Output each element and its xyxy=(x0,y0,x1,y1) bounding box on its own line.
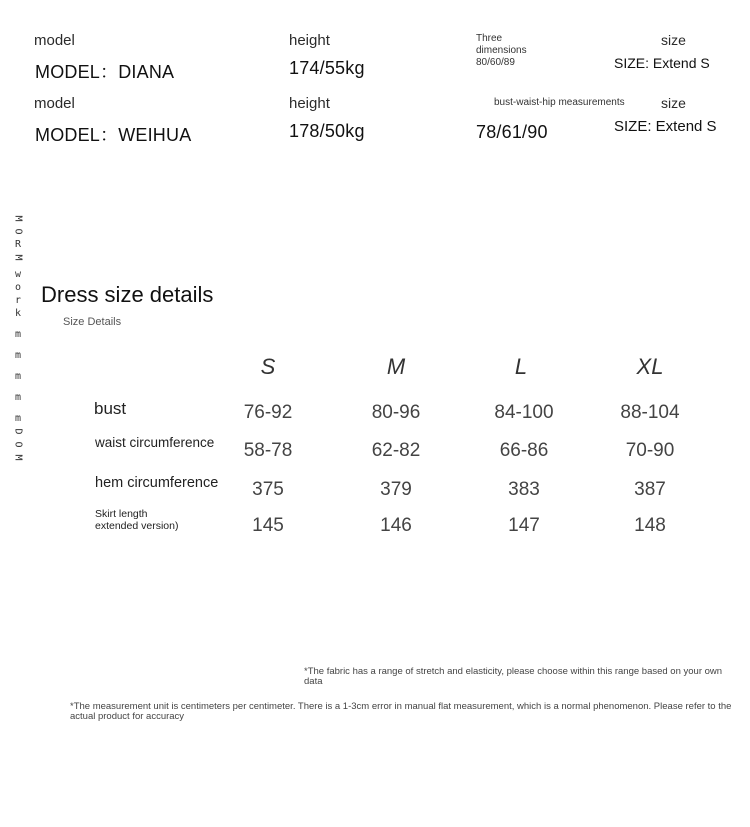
dimensions-line-1: Three xyxy=(476,33,503,44)
cell-skirt-l: 147 xyxy=(508,515,540,536)
fabric-note: *The fabric has a range of stretch and elasticity, please choose within this range based on your own data xyxy=(304,666,723,687)
cell-bust-s: 76-92 xyxy=(243,402,293,423)
dimensions-line-2: dimensions xyxy=(476,45,527,56)
side-letter: m xyxy=(14,350,22,361)
height-value-diana: 174/55kg xyxy=(289,58,365,78)
skirt-length-line-1: Skirt length xyxy=(95,508,148,520)
cell-waist-xl: 70-90 xyxy=(625,440,675,461)
side-letter: R xyxy=(14,239,22,250)
side-letter: M xyxy=(12,215,24,222)
cell-hem-m: 379 xyxy=(380,479,412,500)
model-name-diana: MODEL：DIANA xyxy=(35,62,175,82)
cell-skirt-xl: 148 xyxy=(634,515,666,536)
row-label-bust: bust xyxy=(94,399,127,418)
cell-hem-l: 383 xyxy=(508,479,540,500)
size-value-diana: SIZE: Extend S xyxy=(614,55,710,71)
side-letter: r xyxy=(14,295,22,306)
size-value-weihua: SIZE: Extend S xyxy=(614,118,717,135)
side-letter: k xyxy=(14,308,22,319)
size-col-xl: XL xyxy=(636,354,664,379)
cell-bust-l: 84-100 xyxy=(494,402,554,423)
side-letter: w xyxy=(14,269,22,280)
size-col-m: M xyxy=(386,354,406,379)
cell-waist-m: 62-82 xyxy=(371,440,421,461)
model-label: model xyxy=(34,32,75,49)
row-label-hem: hem circumference xyxy=(95,475,219,491)
height-label: height xyxy=(289,32,330,49)
vertical-side-text xyxy=(12,212,24,464)
cell-hem-s: 375 xyxy=(252,479,284,500)
section-subtitle: Size Details xyxy=(63,316,122,328)
dimensions-label xyxy=(476,33,527,69)
size-col-s: S xyxy=(260,354,276,379)
cell-hem-xl: 387 xyxy=(634,479,666,500)
dimensions-value-diana: 80/60/89 xyxy=(476,57,515,68)
size-label: size xyxy=(661,32,686,48)
measurements-value-weihua: 78/61/90 xyxy=(476,122,548,142)
height-label: height xyxy=(289,95,330,112)
measurements-label: bust-waist-hip measurements xyxy=(494,97,625,108)
side-letter: M xyxy=(12,454,24,461)
size-col-l: L xyxy=(514,354,528,379)
model-label: model xyxy=(34,95,75,112)
skirt-length-line-2: extended version) xyxy=(95,520,179,532)
row-label-waist: waist circumference xyxy=(95,435,215,450)
side-letter: O xyxy=(12,441,24,448)
measurement-note: *The measurement unit is centimeters per centimeter. There is a 1-3cm error in manual flat measurement, which is a normal phenomenon. Please refer to the actual product for accuracy xyxy=(70,701,732,722)
side-letter: M xyxy=(12,254,24,261)
cell-skirt-m: 146 xyxy=(380,515,412,536)
cell-bust-xl: 88-104 xyxy=(620,402,680,423)
side-letter: m xyxy=(14,392,22,403)
cell-bust-m: 80-96 xyxy=(371,402,421,423)
model-name-weihua: MODEL：WEIHUA xyxy=(35,125,192,145)
size-label: size xyxy=(661,95,686,111)
side-letter: m xyxy=(14,371,22,382)
side-letter: D xyxy=(12,428,24,435)
side-letter: m xyxy=(14,329,22,340)
cell-waist-s: 58-78 xyxy=(243,440,293,461)
side-letter: o xyxy=(14,282,22,293)
height-value-weihua: 178/50kg xyxy=(289,121,365,141)
side-letter: m xyxy=(14,413,22,424)
side-letter: O xyxy=(12,228,24,235)
cell-waist-l: 66-86 xyxy=(499,440,549,461)
section-title: Dress size details xyxy=(41,282,214,307)
cell-skirt-s: 145 xyxy=(252,515,284,536)
